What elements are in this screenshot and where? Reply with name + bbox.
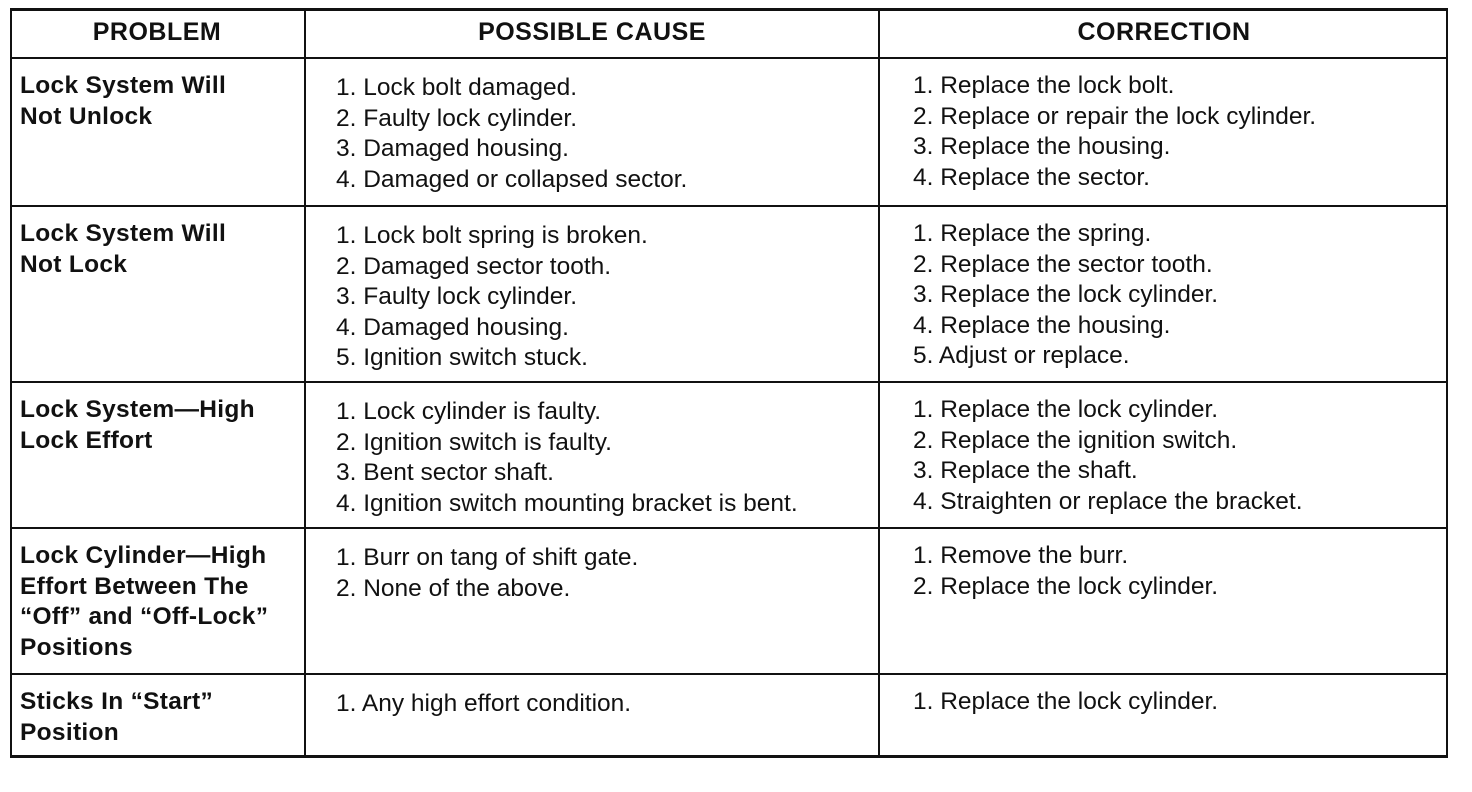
problem-line: Sticks In “Start”	[20, 688, 213, 715]
cause-item: 1. Lock cylinder is faulty.	[336, 398, 602, 425]
cause-item: 1. Burr on tang of shift gate.	[336, 544, 639, 571]
cause-item: 2. Ignition switch is faulty.	[336, 428, 612, 456]
problem-cell	[10, 528, 305, 674]
correction-item: 1. Replace the lock cylinder.	[913, 688, 1219, 715]
troubleshooting-table	[10, 8, 1448, 757]
header-problem: PROBLEM	[10, 8, 305, 58]
table-row	[10, 58, 1448, 206]
table-row	[10, 382, 1448, 528]
correction-item: 4. Replace the sector.	[913, 163, 1150, 191]
cause-item: 1. Lock bolt damaged.	[336, 74, 578, 101]
correction-item: 2. Replace the ignition switch.	[913, 426, 1238, 454]
table-row	[10, 206, 1448, 382]
cause-item: 1. Lock bolt spring is broken.	[336, 222, 648, 249]
correction-item: 1. Replace the spring.	[913, 220, 1152, 247]
cause-cell	[305, 206, 879, 382]
correction-item: 1. Remove the burr.	[913, 542, 1129, 569]
problem-line: Not Lock	[20, 250, 128, 278]
problem-line: Effort Between The	[20, 572, 249, 600]
cause-cell	[305, 58, 879, 206]
problem-cell	[10, 382, 305, 528]
cause-item: 4. Ignition switch mounting bracket is bent.	[336, 489, 798, 517]
correction-item: 1. Replace the lock cylinder.	[913, 396, 1219, 423]
problem-cell	[10, 58, 305, 206]
table-row	[10, 674, 1448, 757]
correction-cell	[879, 206, 1448, 382]
cause-item: 1. Any high effort condition.	[336, 690, 632, 717]
problem-line: Lock System Will	[20, 72, 227, 99]
cause-item: 2. None of the above.	[336, 574, 571, 602]
correction-item: 2. Replace the lock cylinder.	[913, 572, 1219, 600]
correction-cell	[879, 382, 1448, 528]
cause-cell	[305, 528, 879, 674]
problem-line: Not Unlock	[20, 102, 153, 130]
problem-cell	[10, 206, 305, 382]
problem-line: Positions	[20, 633, 133, 661]
cause-item: 4. Damaged housing.	[336, 313, 569, 341]
correction-cell	[879, 528, 1448, 674]
correction-item: 3. Replace the housing.	[913, 133, 1171, 160]
problem-line: Lock Cylinder—High	[20, 542, 267, 569]
correction-item: 2. Replace the sector tooth.	[913, 250, 1213, 278]
cause-item: 2. Damaged sector tooth.	[336, 252, 612, 280]
problem-line: Lock System Will	[20, 220, 227, 247]
cause-item: 3. Bent sector shaft.	[336, 459, 554, 486]
cause-item: 3. Faulty lock cylinder.	[336, 283, 578, 310]
problem-line: “Off” and “Off-Lock”	[20, 603, 269, 630]
correction-cell	[879, 58, 1448, 206]
table-row	[10, 528, 1448, 674]
correction-item: 4. Replace the housing.	[913, 311, 1171, 339]
correction-cell	[879, 674, 1448, 757]
correction-item: 4. Straighten or replace the bracket.	[913, 487, 1303, 515]
correction-item: 5. Adjust or replace.	[913, 342, 1130, 369]
cause-cell	[305, 674, 879, 757]
problem-cell	[10, 674, 305, 757]
problem-line: Lock Effort	[20, 426, 153, 454]
header-correction: CORRECTION	[879, 8, 1448, 58]
cause-item: 2. Faulty lock cylinder.	[336, 104, 578, 132]
correction-item: 3. Replace the lock cylinder.	[913, 281, 1219, 308]
problem-line: Lock System—High	[20, 396, 255, 423]
correction-item: 2. Replace or repair the lock cylinder.	[913, 102, 1317, 130]
correction-item: 1. Replace the lock bolt.	[913, 72, 1175, 99]
cause-cell	[305, 382, 879, 528]
problem-line: Position	[20, 718, 120, 746]
correction-item: 3. Replace the shaft.	[913, 457, 1138, 484]
header-possible-cause: POSSIBLE CAUSE	[305, 8, 879, 58]
cause-item: 3. Damaged housing.	[336, 135, 569, 162]
cause-item: 4. Damaged or collapsed sector.	[336, 165, 688, 193]
header-row	[10, 8, 1448, 58]
cause-item: 5. Ignition switch stuck.	[336, 344, 588, 371]
